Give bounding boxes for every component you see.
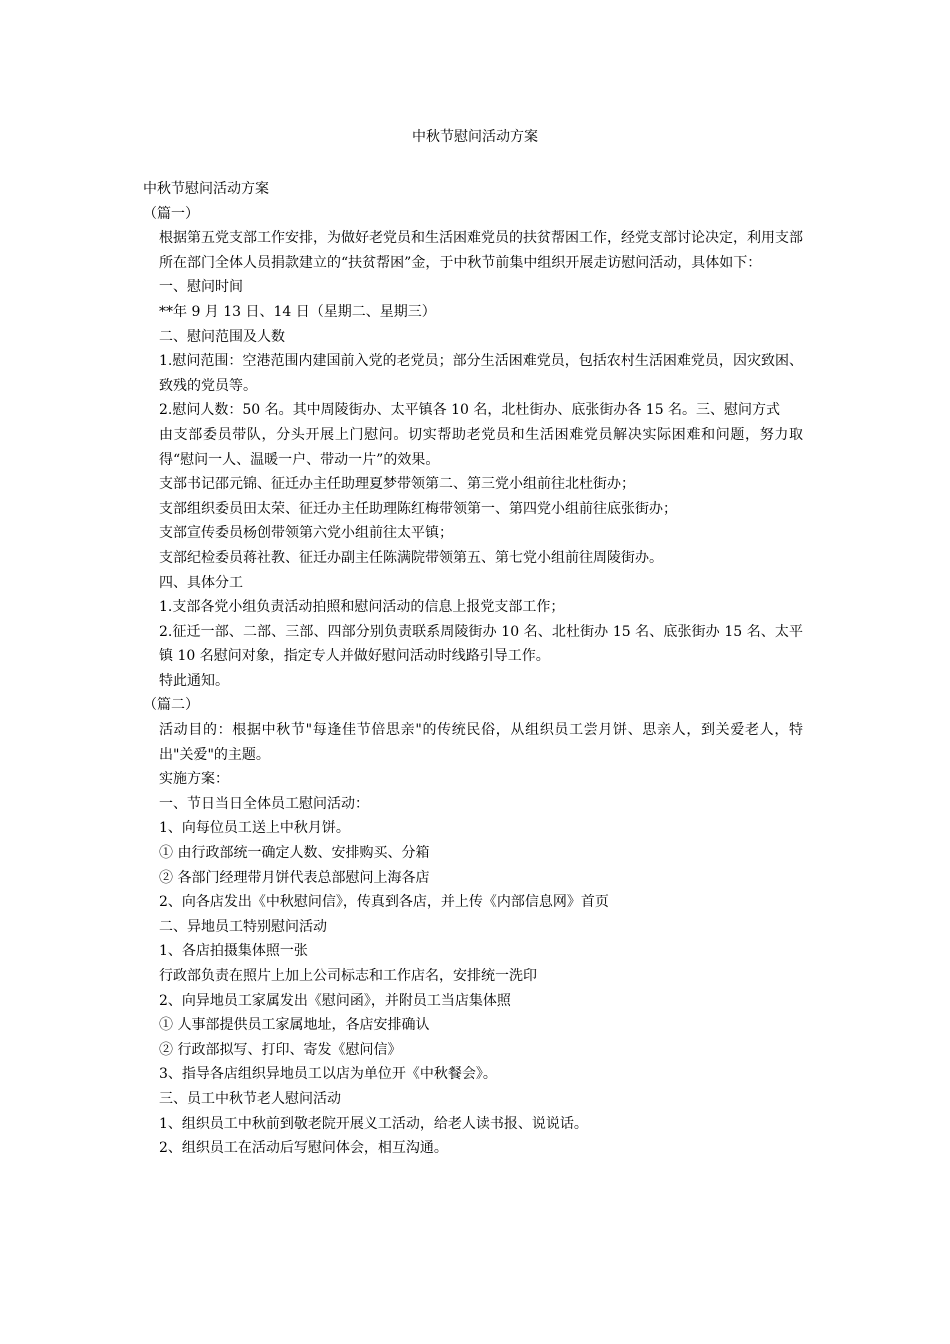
document-line: 1.支部各党小组负责活动拍照和慰问活动的信息上报党支部工作； (159, 599, 565, 616)
document-line: 实施方案： (159, 771, 229, 788)
document-line: ② 行政部拟写、打印、寄发《慰问信》 (159, 1041, 402, 1058)
document-line: 特此通知。 (159, 672, 229, 689)
document-line: 1、各店拍摄集体照一张 (159, 943, 308, 960)
document-line: 四、具体分工 (159, 574, 243, 591)
document-line: 1、组织员工中秋前到敬老院开展义工活动，给老人读书报、说说话。 (159, 1115, 588, 1132)
document-line: 1、向每位员工送上中秋月饼。 (159, 820, 350, 837)
document-line: 活动目的：根据中秋节"每逢佳节倍思亲"的传统民俗，从组织员工尝月饼、思亲人，到关爱老人，特出"关爱"的主题。 (159, 722, 803, 763)
document-line: 2.征迁一部、二部、三部、四部分别负责联系周陵街办 10 名、北杜街办 15 名、底张街办 15 名、太平镇 10 名慰问对象，指定专人并做好慰问活动时线路引导工作。 (159, 623, 803, 665)
document-line: ② 各部门经理带月饼代表总部慰问上海各店 (159, 869, 430, 886)
document-line: **年 9 月 13 日、14 日（星期二、星期三） (159, 303, 436, 320)
document-line: 支部书记邵元锦、征迁办主任助理夏梦带领第二、第三党小组前往北杜街办； (159, 476, 635, 493)
document-line: 二、异地员工特别慰问活动 (159, 918, 327, 935)
document-line: 2.慰问人数：50 名。其中周陵街办、太平镇各 10 名，北杜街办、底张街办各 15 名。三、慰问方式 (159, 402, 781, 419)
document-body (143, 177, 803, 1161)
document-line: （篇二） (143, 697, 199, 714)
document-line: 支部组织委员田太荣、征迁办主任助理陈红梅带领第一、第四党小组前往底张街办； (159, 500, 677, 517)
document-line: 根据第五党支部工作安排，为做好老党员和生活困难党员的扶贫帮困工作，经党支部讨论决定，利用支部所在部门全体人员捐款建立的“扶贫帮困”金，于中秋节前集中组织开展走访慰问活动，具体如下： (159, 230, 803, 271)
document-line: 一、慰问时间 (159, 279, 243, 296)
document-line: 3、指导各店组织异地员工以店为单位开《中秋餐会》。 (159, 1066, 497, 1083)
document-line: 三、员工中秋节老人慰问活动 (159, 1090, 341, 1107)
document-line: （篇一） (143, 205, 199, 222)
document-line: 一、节日当日全体员工慰问活动： (159, 795, 369, 812)
document-line: 中秋节慰问活动方案 (143, 181, 269, 197)
document-line: 二、慰问范围及人数 (159, 328, 285, 345)
document-line: 行政部负责在照片上加上公司标志和工作店名，安排统一洗印 (159, 968, 537, 984)
document-line: 2、组织员工在活动后写慰问体会，相互沟通。 (159, 1140, 448, 1157)
document-line: ① 由行政部统一确定人数、安排购买、分箱 (159, 845, 430, 862)
document-line: ① 人事部提供员工家属地址，各店安排确认 (159, 1017, 430, 1034)
document-line: 支部宣传委员杨创带领第六党小组前往太平镇； (159, 525, 453, 542)
document-line: 2、向各店发出《中秋慰问信》，传真到各店，并上传《内部信息网》首页 (159, 894, 609, 911)
document-line: 支部纪检委员蒋社教、征迁办副主任陈满院带领第五、第七党小组前往周陵街办。 (159, 549, 663, 566)
page-title: 中秋节慰问活动方案 (412, 129, 538, 145)
document-line: 2、向异地员工家属发出《慰问函》，并附员工当店集体照 (159, 992, 511, 1009)
document-line: 由支部委员带队，分头开展上门慰问。切实帮助老党员和生活困难党员解决实际困难和问题，努力取得“慰问一人、温暖一户、带动一片”的效果。 (159, 426, 803, 468)
document-line: 1.慰问范围：空港范围内建国前入党的老党员；部分生活困难党员，包括农村生活困难党员，因灾致困、致残的党员等。 (159, 353, 803, 394)
